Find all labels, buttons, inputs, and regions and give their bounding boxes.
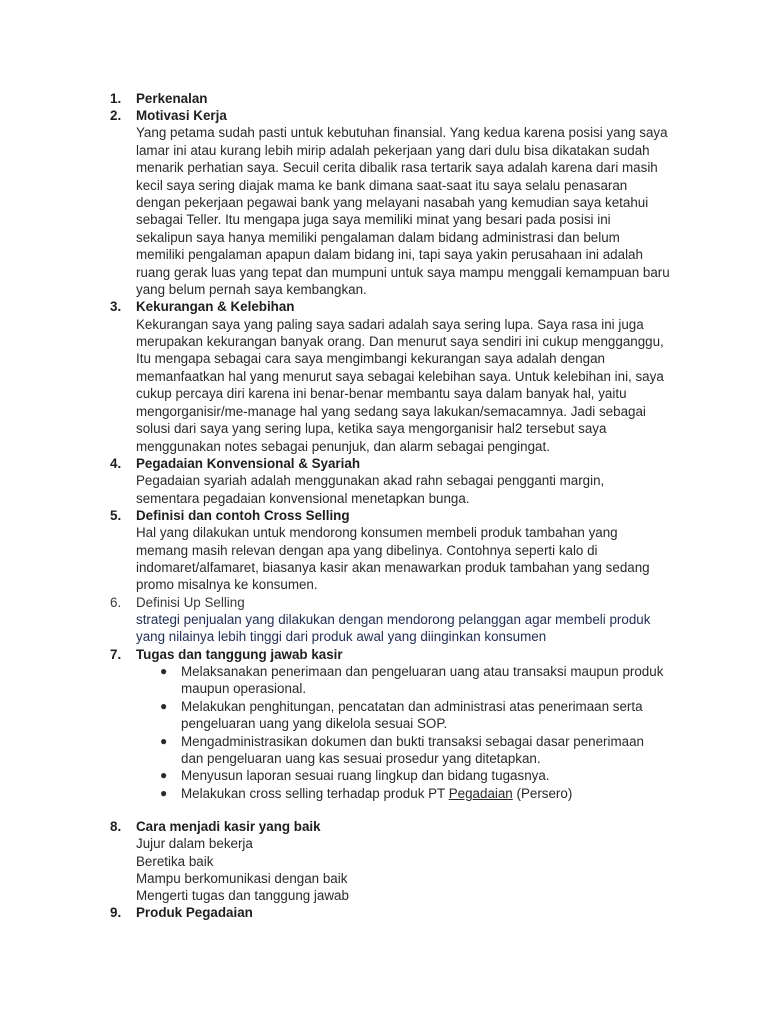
- section-number: 7.: [110, 646, 122, 662]
- section-title: Definisi dan contoh Cross Selling: [136, 507, 350, 523]
- section-paragraph: Kekurangan saya yang paling saya sadari adalah saya sering lupa. Saya rasa ini juga merupakan kekurangan banyak orang. Dan menurut saya sendiri ini cukup mengganggu, Itu mengapa sebagai cara saya mengimbangi kekurangan saya adalah dengan memanfaatkan hal yang menurut saya sebagai kelebihan saya. Untuk kelebihan ini, saya cukup percaya diri karena ini benar-benar membantu saya dalam banyak hal, yaitu mengorganisir/me-manage hal yang sedang saya lakukan/semacamnya. Jadi sebagai solusi dari saya yang sering lupa, ketika saya mengorganisir hal2 tersebut saya menggunakan notes sebagai penunjuk, dan alarm sebagai pengingat.: [136, 316, 664, 454]
- bullet-icon: ●: [160, 733, 168, 748]
- section-title: Definisi Up Selling: [136, 594, 245, 610]
- list-item-text: Menyusun laporan sesuai ruang lingkup dan bidang tugasnya.: [181, 768, 550, 784]
- bullet-icon: ●: [160, 785, 168, 800]
- section-cara-kasir-baik: [110, 818, 670, 904]
- plain-lines: [136, 835, 670, 904]
- list-item-text: Melakukan penghitungan, pencatatan dan administrasi atas penerimaan serta pengeluaran uang yang dikelola sesuai SOP.: [181, 698, 643, 732]
- section-number: 3.: [110, 299, 122, 315]
- section-motivasi-kerja: [110, 107, 670, 298]
- line-item: Beretika baik: [136, 853, 214, 869]
- line-item: Mengerti tugas dan tanggung jawab: [136, 888, 349, 904]
- list-item: [156, 767, 670, 784]
- list-item: [156, 785, 670, 802]
- section-title: Pegadaian Konvensional & Syariah: [136, 455, 360, 471]
- section-title: Produk Pegadaian: [136, 905, 253, 921]
- section-title: Perkenalan: [136, 91, 208, 106]
- list-item: [156, 698, 670, 733]
- list-item-text: Melaksanakan penerimaan dan pengeluaran uang atau transaksi maupun produk maupun operasional.: [181, 663, 664, 697]
- section-title: Motivasi Kerja: [136, 108, 227, 124]
- section-paragraph: Pegadaian syariah adalah menggunakan akad rahn sebagai pengganti margin, sementara pegadaian konvensional menetapkan bunga.: [136, 473, 605, 506]
- section-number: 2.: [110, 108, 122, 124]
- spacer: [110, 802, 670, 818]
- list-item-text: Mengadministrasikan dokumen dan bukti transaksi sebagai dasar penerimaan dan pengeluaran uang kas sesuai prosedur yang ditetapkan.: [181, 733, 644, 767]
- section-title: Cara menjadi kasir yang baik: [136, 819, 321, 835]
- section-number: 1.: [110, 91, 122, 106]
- section-title: Kekurangan & Kelebihan: [136, 299, 295, 315]
- pegadaian-link[interactable]: Pegadaian: [448, 785, 513, 801]
- section-up-selling: [110, 594, 670, 646]
- section-title: Tugas dan tanggung jawab kasir: [136, 646, 343, 662]
- section-number: 9.: [110, 905, 122, 921]
- bullet-icon: ●: [160, 768, 168, 783]
- list-item: [156, 663, 670, 698]
- section-paragraph: strategi penjualan yang dilakukan dengan mendorong pelanggan agar membeli produk yang nilainya lebih tinggi dari produk awal yang diinginkan konsumen: [136, 611, 651, 645]
- bullet-icon: ●: [160, 698, 168, 713]
- section-produk-pegadaian: [110, 904, 670, 921]
- line-item: Mampu berkomunikasi dengan baik: [136, 870, 348, 886]
- list-item-text: Melakukan cross selling terhadap produk PT: [181, 785, 449, 801]
- section-kekurangan-kelebihan: [110, 298, 670, 454]
- section-number: 6.: [110, 594, 122, 610]
- section-number: 8.: [110, 819, 122, 835]
- list-item: [156, 733, 670, 768]
- list-item-text: (Persero): [512, 785, 573, 801]
- line-item: Jujur dalam bekerja: [136, 836, 253, 852]
- section-paragraph: Hal yang dilakukan untuk mendorong konsumen membeli produk tambahan yang memang masih relevan dengan apa yang dibelinya. Contohnya seperti kalo di indomaret/alfamaret, biasanya kasir akan menawarkan produk tambahan yang sedang promo misalnya ke konsumen.: [136, 525, 650, 593]
- bullet-list: [136, 663, 670, 802]
- section-paragraph: Yang petama sudah pasti untuk kebutuhan finansial. Yang kedua karena posisi yang saya lamar ini atau kurang lebih mirip adalah pekerjaan yang dari dulu bisa dikatakan sudah menarik perhatian saya. Secuil cerita dibalik rasa tertarik saya adalah karena dari masih kecil saya sering diajak mama ke bank dimana saat-saat itu saya selalu penasaran dengan pekerjaan pegawai bank yang melayani nasabah yang kemudian saya ketahui sebagai Teller. Itu mengapa juga saya memiliki minat yang besari pada posisi ini sekalipun saya hanya memiliki pengalaman dalam bidang administrasi dan belum memiliki pengalaman apapun dalam bidang ini, tapi saya yakin perusahaan ini adalah ruang gerak luas yang tepat dan mumpuni untuk saya mampu menggali kemampuan baru yang belum pernah saya kembangkan.: [136, 125, 670, 298]
- section-perkenalan: [110, 90, 670, 107]
- section-pegadaian-konvensional-syariah: [110, 455, 670, 507]
- document-body: [110, 90, 670, 921]
- section-cross-selling: [110, 507, 670, 594]
- bullet-icon: ●: [160, 663, 168, 678]
- section-number: 4.: [110, 455, 122, 471]
- section-tugas-kasir: [110, 646, 670, 802]
- section-number: 5.: [110, 507, 122, 523]
